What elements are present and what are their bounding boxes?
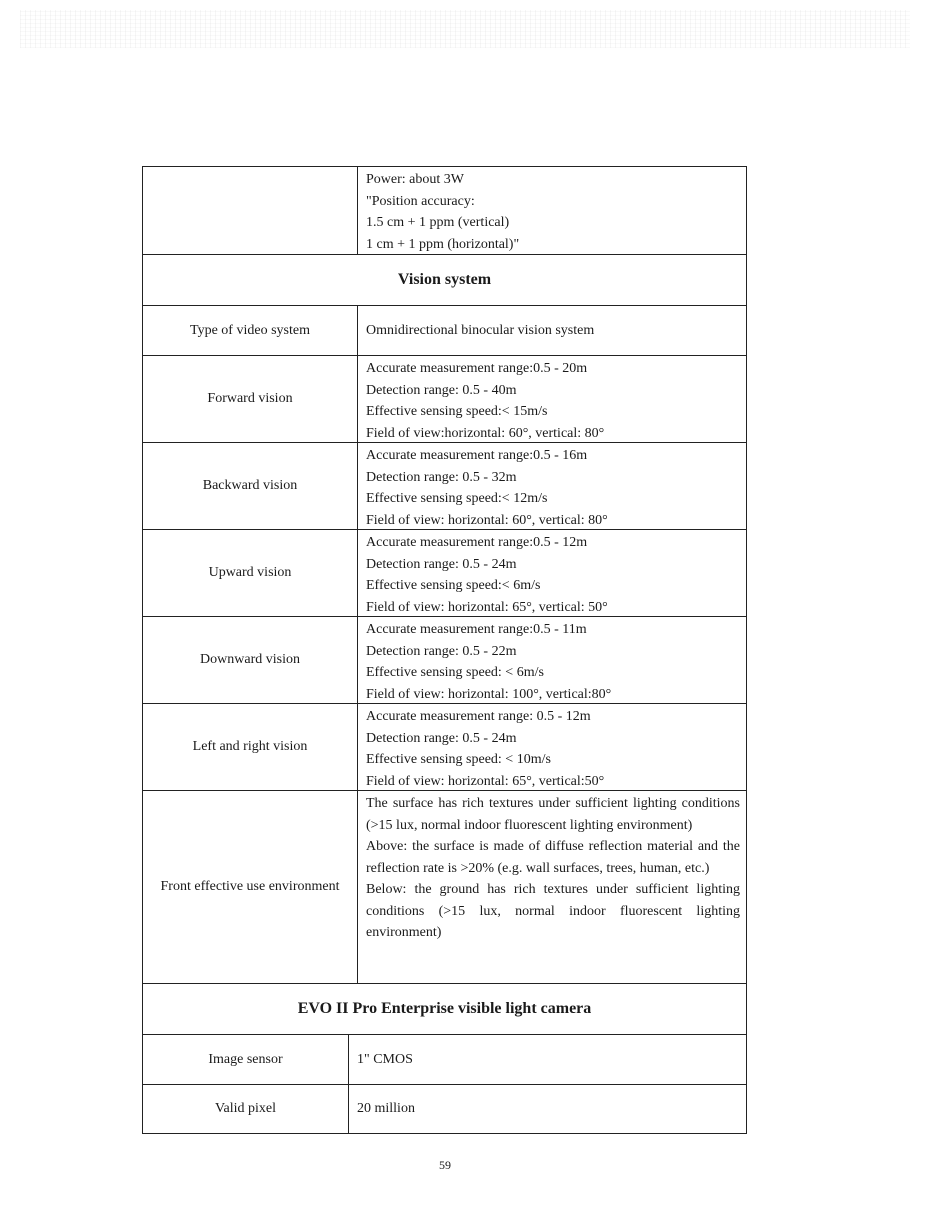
value-line: Field of view: horizontal: 60°, vertical: 80° — [366, 512, 608, 528]
value-line: Accurate measurement range:0.5 - 16m — [366, 448, 588, 463]
environment-paragraph: The surface has rich textures under sufficient lighting conditions (>15 lux, normal indoor fluorescent lighting environment) — [366, 796, 740, 833]
value-line: 1 cm + 1 ppm (horizontal)" — [366, 236, 520, 252]
image-sensor-row — [143, 1035, 746, 1085]
row-value — [358, 356, 746, 442]
row-value — [358, 791, 746, 983]
value-line: Field of view:horizontal: 60°, vertical: 80° — [366, 425, 605, 441]
value-line: Field of view: horizontal: 100°, vertical:80° — [366, 686, 612, 702]
row-label: Left and right vision — [143, 704, 358, 790]
downward-vision-row — [143, 617, 746, 704]
value-line: 1.5 cm + 1 ppm (vertical) — [366, 215, 510, 230]
row-label: Upward vision — [143, 530, 358, 616]
power-accuracy-row — [143, 167, 746, 255]
section-title-vision: Vision system — [143, 255, 746, 306]
scan-noise-header — [20, 10, 910, 48]
row-label — [143, 167, 358, 254]
value-line: Effective sensing speed: < 6m/s — [366, 665, 544, 680]
value-line: Accurate measurement range:0.5 - 11m — [366, 622, 587, 637]
row-label: Front effective use environment — [143, 791, 358, 983]
left-right-vision-row — [143, 704, 746, 791]
front-effective-use-environment-row — [143, 791, 746, 984]
row-label: Type of video system — [143, 306, 358, 355]
forward-vision-row — [143, 356, 746, 443]
row-label: Downward vision — [143, 617, 358, 703]
value-line: Effective sensing speed:< 6m/s — [366, 578, 541, 593]
section-title-camera: EVO II Pro Enterprise visible light camera — [143, 984, 746, 1035]
valid-pixel-row — [143, 1085, 746, 1133]
value-line: Detection range: 0.5 - 24m — [366, 730, 517, 746]
row-label: Forward vision — [143, 356, 358, 442]
type-of-video-system-row — [143, 306, 746, 356]
value-line: Field of view: horizontal: 65°, vertical:50° — [366, 773, 605, 789]
row-label: Backward vision — [143, 443, 358, 529]
row-value — [358, 167, 746, 254]
row-value — [358, 704, 746, 790]
environment-paragraph: Above: the surface is made of diffuse reflection material and the reflection rate is >20% (e.g. wall surfaces, trees, human, etc.) — [366, 839, 740, 876]
value-line: Effective sensing speed:< 15m/s — [366, 404, 548, 419]
row-value — [358, 443, 746, 529]
value-line: Effective sensing speed: < 10m/s — [366, 752, 551, 767]
value-line: Field of view: horizontal: 65°, vertical: 50° — [366, 599, 608, 615]
value-line: Detection range: 0.5 - 22m — [366, 643, 517, 659]
upward-vision-row — [143, 530, 746, 617]
value-line: Accurate measurement range:0.5 - 20m — [366, 361, 588, 376]
environment-paragraph: Below: the ground has rich textures under sufficient lighting conditions (>15 lux, normal indoor fluorescent lighting environment) — [366, 882, 740, 940]
page-number: 59 — [439, 1158, 451, 1172]
row-label: Valid pixel — [143, 1085, 349, 1133]
row-value: Omnidirectional binocular vision system — [366, 322, 595, 338]
value-line: "Position accuracy: — [366, 193, 475, 209]
row-value — [358, 617, 746, 703]
value-line: Accurate measurement range:0.5 - 12m — [366, 535, 588, 550]
value-line: Effective sensing speed:< 12m/s — [366, 491, 548, 506]
value-line: Detection range: 0.5 - 24m — [366, 556, 517, 572]
value-line: Power: about 3W — [366, 172, 464, 187]
row-value — [358, 530, 746, 616]
row-value: 20 million — [357, 1101, 415, 1117]
value-line: Accurate measurement range: 0.5 - 12m — [366, 709, 591, 724]
row-label: Image sensor — [143, 1035, 349, 1084]
value-line: Detection range: 0.5 - 32m — [366, 469, 517, 485]
value-line: Detection range: 0.5 - 40m — [366, 382, 517, 398]
row-value: 1" CMOS — [357, 1051, 413, 1067]
backward-vision-row — [143, 443, 746, 530]
spec-table — [142, 166, 747, 1134]
